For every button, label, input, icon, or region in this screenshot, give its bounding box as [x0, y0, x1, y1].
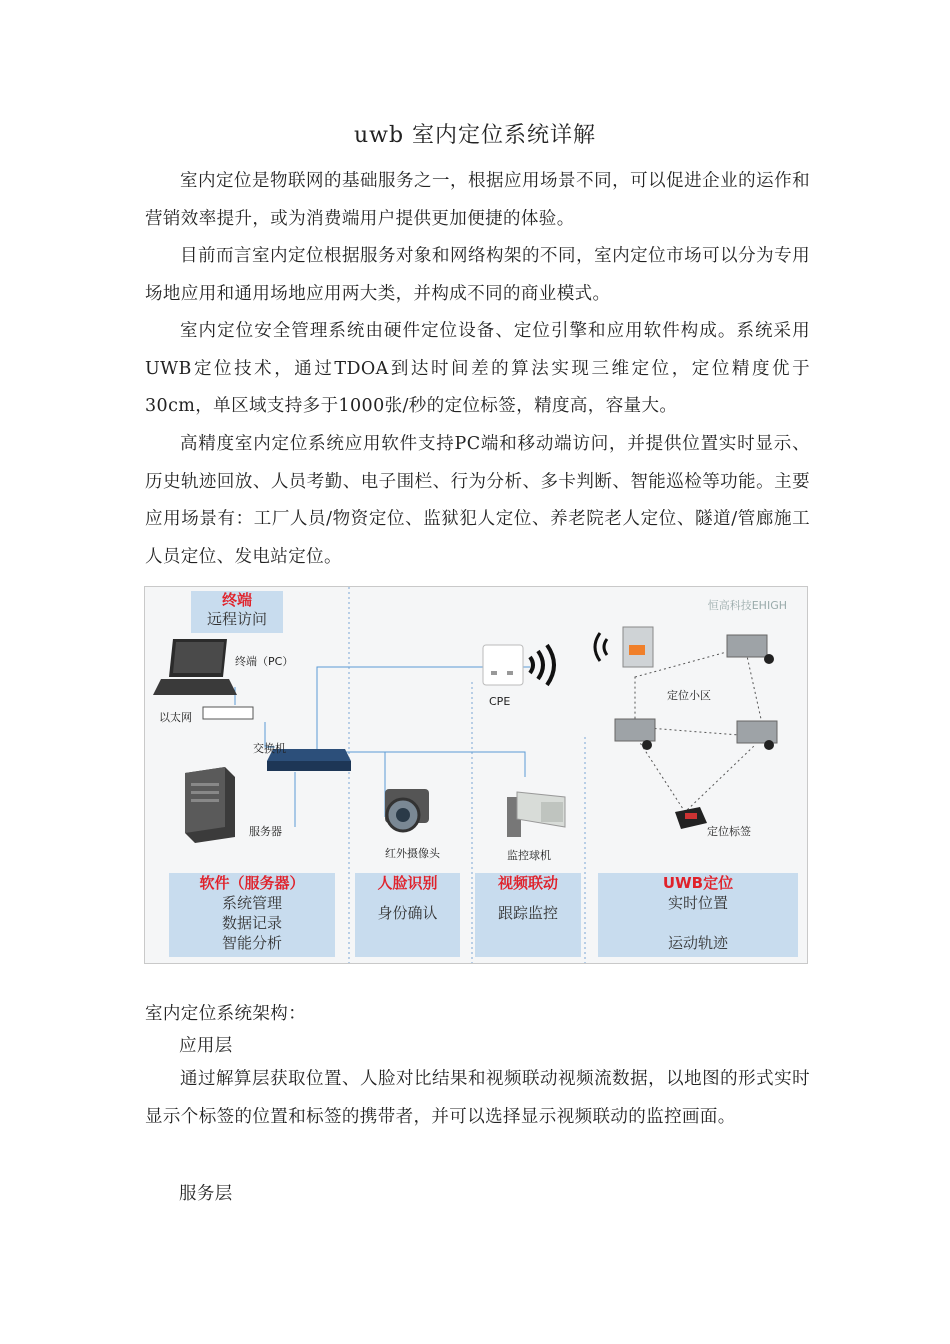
label-cpe: CPE [489, 695, 511, 708]
box-face-line-1: 身份确认 [377, 904, 438, 922]
anchor-3-icon [615, 719, 655, 750]
box-uwb-heading: UWB定位 [662, 874, 734, 892]
ir-camera-icon [385, 789, 429, 831]
terminal-box-heading: 终端 [221, 591, 252, 609]
uwb-tag-icon [675, 807, 707, 829]
brand-label: 恒高科技EHIGH [707, 599, 787, 612]
tag-outline [635, 735, 755, 812]
paragraph-market: 目前而言室内定位根据服务对象和网络构架的不同，室内定位市场可以分为专用场地应用和通用场地应用两大类，并构成不同的商业模式。 [145, 246, 810, 304]
box-video [475, 873, 581, 957]
ethernet-bar [203, 707, 253, 719]
box-software-heading: 软件（服务器） [199, 874, 305, 892]
link-switch-dome [350, 752, 525, 777]
label-zone: 定位小区 [667, 689, 711, 702]
box-software-line-2: 数据记录 [221, 914, 282, 932]
label-switch: 交换机 [253, 742, 286, 755]
app-layer-paragraph: 通过解算层获取位置、人脸对比结果和视频联动视频流数据，以地图的形式实时显示个标签的位置和标签的携带者，并可以选择显示视频联动的监控画面。 [145, 1069, 810, 1127]
service-layer-heading: 服务层 [179, 1184, 233, 1204]
box-uwb [598, 873, 798, 957]
architecture-diagram [144, 586, 808, 964]
paragraph-software: 高精度室内定位系统应用软件支持PC端和移动端访问，并提供位置实时显示、历史轨迹回放、人员考勤、电子围栏、行为分析、多卡判断、智能巡检等功能。主要应用场景有：工厂人员/物资定位、监狱犯人定位、养老院老人定位、隧道/管廊施工人员定位、发电站定位。 [145, 434, 810, 567]
laptop-icon [153, 639, 237, 695]
box-uwb-line-2: 运动轨迹 [667, 934, 728, 952]
label-ethernet: 以太网 [159, 711, 192, 724]
anchor-main-icon [595, 627, 653, 667]
cpe-icon [483, 645, 554, 685]
label-ir-camera: 红外摄像头 [385, 847, 440, 860]
label-server: 服务器 [249, 825, 282, 838]
box-face [355, 873, 460, 957]
box-video-heading: 视频联动 [497, 874, 558, 892]
paragraph-system: 室内定位安全管理系统由硬件定位设备、定位引擎和应用软件构成。系统采用UWB定位技术，通过TDOA到达时间差的算法实现三维定位，定位精度优于30cm，单区域支持多于1000张/秒的定位标签，精度高，容量大。 [145, 321, 810, 416]
paragraph-intro: 室内定位是物联网的基础服务之一，根据应用场景不同，可以促进企业的运作和营销效率提升，或为消费端用户提供更加便捷的体验。 [145, 171, 810, 229]
label-pc: 终端（PC） [235, 655, 294, 668]
box-software [169, 873, 335, 957]
app-layer-heading: 应用层 [179, 1036, 233, 1056]
box-uwb-line-1: 实时位置 [667, 894, 728, 912]
box-video-line-1: 跟踪监控 [497, 904, 558, 922]
dome-camera-icon [507, 792, 565, 837]
label-dome-camera: 监控球机 [507, 849, 551, 862]
label-tag: 定位标签 [707, 825, 751, 838]
anchor-2-icon [727, 635, 774, 664]
anchor-4-icon [737, 721, 777, 750]
terminal-box [191, 591, 283, 633]
architecture-heading: 室内定位系统架构： [145, 1004, 307, 1024]
box-software-line-3: 智能分析 [221, 934, 282, 952]
terminal-box-line: 远程访问 [206, 610, 267, 628]
box-face-heading: 人脸识别 [377, 874, 438, 892]
server-icon [185, 767, 235, 843]
document-title: uwb 室内定位系统详解 [353, 123, 597, 148]
box-software-line-1: 系统管理 [221, 894, 282, 912]
